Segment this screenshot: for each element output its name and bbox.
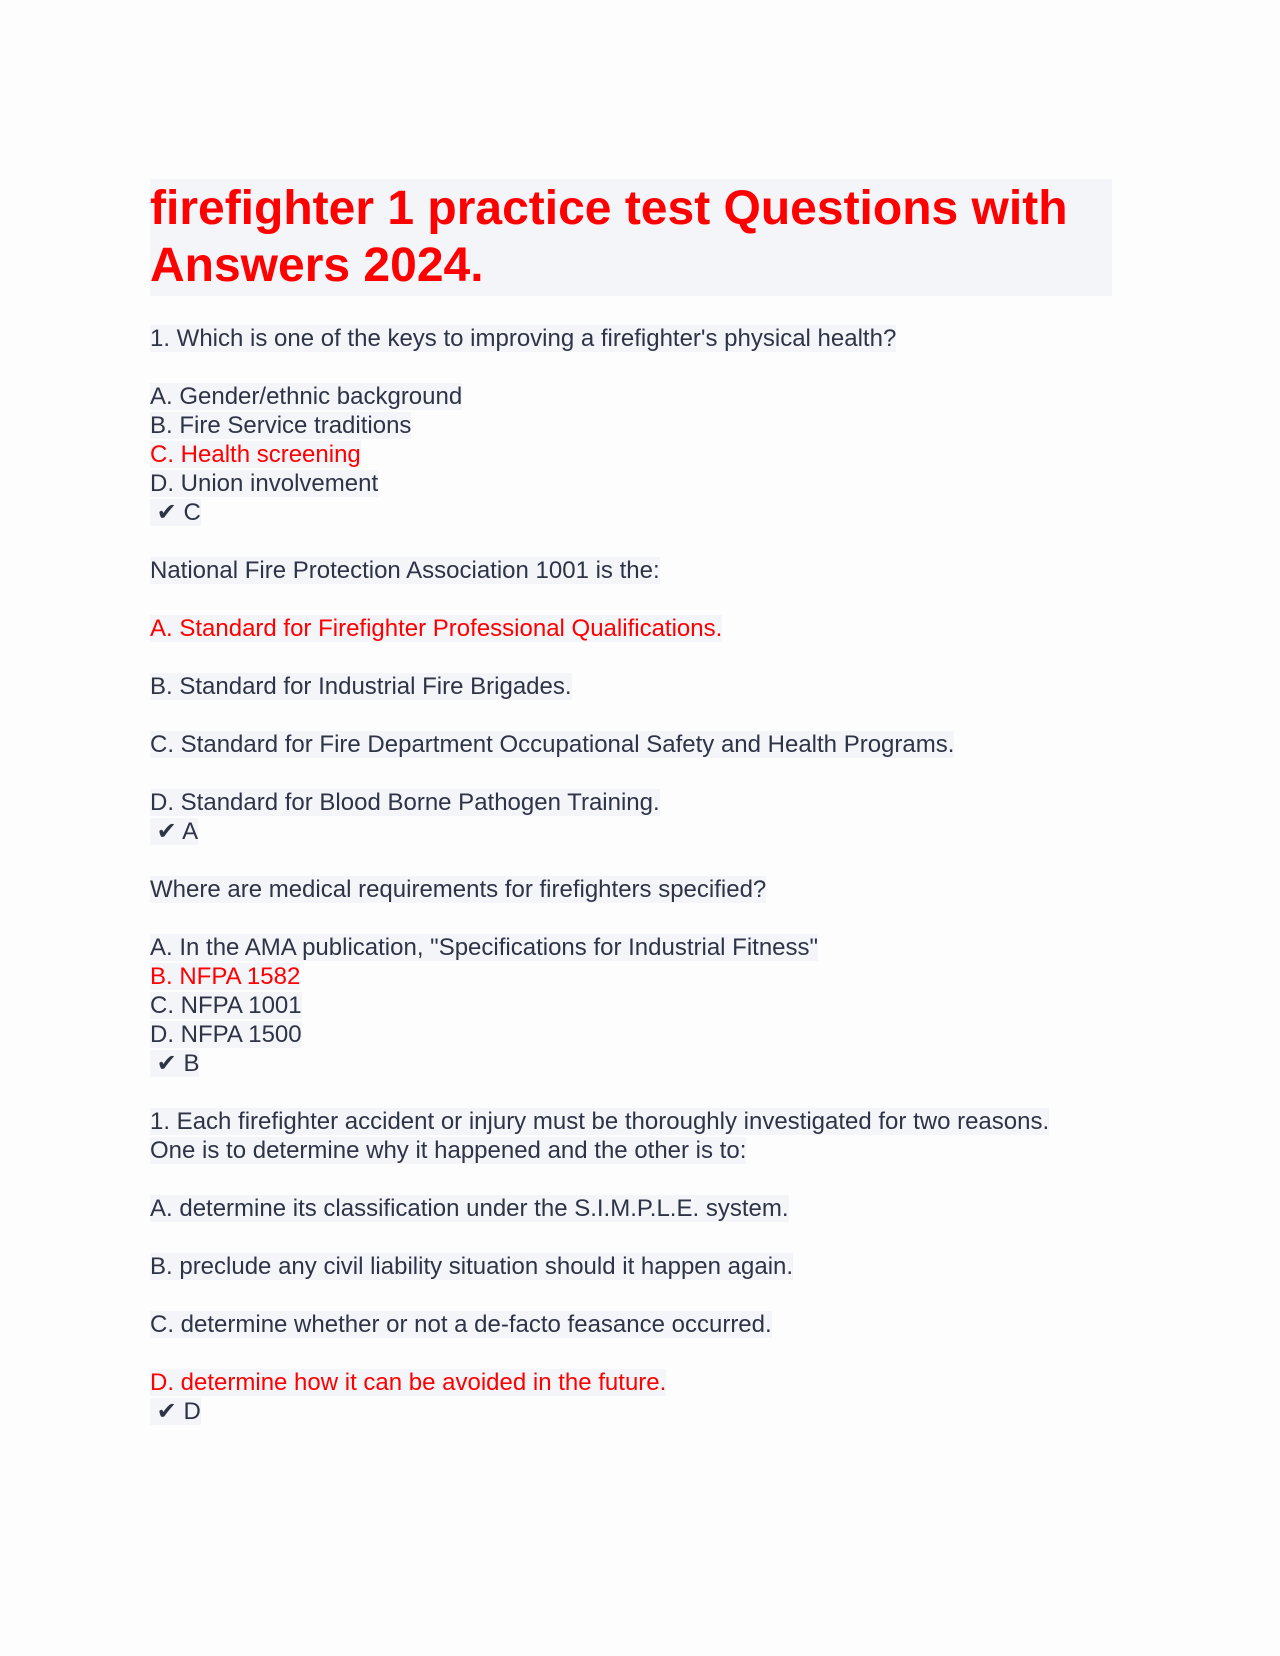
answer-check: ✔ D bbox=[150, 1398, 201, 1425]
option-correct: C. Health screening bbox=[150, 441, 361, 468]
option: D. Union involvement bbox=[150, 470, 379, 497]
option: A. determine its classification under the S.I.M.P.L.E. system. bbox=[150, 1195, 789, 1222]
question-text: Where are medical requirements for firefighters specified? bbox=[150, 876, 767, 903]
option: A. In the AMA publication, "Specifications for Industrial Fitness" bbox=[150, 934, 819, 961]
option: B. Standard for Industrial Fire Brigades. bbox=[150, 673, 572, 700]
option-correct: D. determine how it can be avoided in the future. bbox=[150, 1369, 667, 1396]
question-text: 1. Which is one of the keys to improving a firefighter's physical health? bbox=[150, 325, 897, 352]
option: D. Standard for Blood Borne Pathogen Training. bbox=[150, 789, 660, 816]
question-text: National Fire Protection Association 1001 is the: bbox=[150, 557, 660, 584]
question-1 bbox=[150, 324, 1112, 353]
option: C. NFPA 1001 bbox=[150, 992, 302, 1019]
answer-check: ✔ C bbox=[150, 499, 201, 526]
question-text: 1. Each firefighter accident or injury must be thoroughly investigated for two reasons. One is to determine why it happened and the other is to: bbox=[150, 1108, 1050, 1164]
question-2 bbox=[150, 556, 1112, 585]
question-3 bbox=[150, 875, 1112, 904]
option: C. Standard for Fire Department Occupational Safety and Health Programs. bbox=[150, 731, 955, 758]
option: C. determine whether or not a de-facto feasance occurred. bbox=[150, 1311, 772, 1338]
option: B. Fire Service traditions bbox=[150, 412, 412, 439]
document-title: firefighter 1 practice test Questions with Answers 2024. bbox=[150, 179, 1112, 296]
answer-check: ✔ A bbox=[150, 818, 199, 845]
question-4 bbox=[150, 1107, 1080, 1165]
answer-check: ✔ B bbox=[150, 1050, 200, 1077]
option: B. preclude any civil liability situation should it happen again. bbox=[150, 1253, 794, 1280]
option: D. NFPA 1500 bbox=[150, 1021, 302, 1048]
option-correct: A. Standard for Firefighter Professional Qualifications. bbox=[150, 615, 723, 642]
document-page bbox=[150, 179, 1112, 1426]
option-correct: B. NFPA 1582 bbox=[150, 963, 301, 990]
option: A. Gender/ethnic background bbox=[150, 383, 463, 410]
